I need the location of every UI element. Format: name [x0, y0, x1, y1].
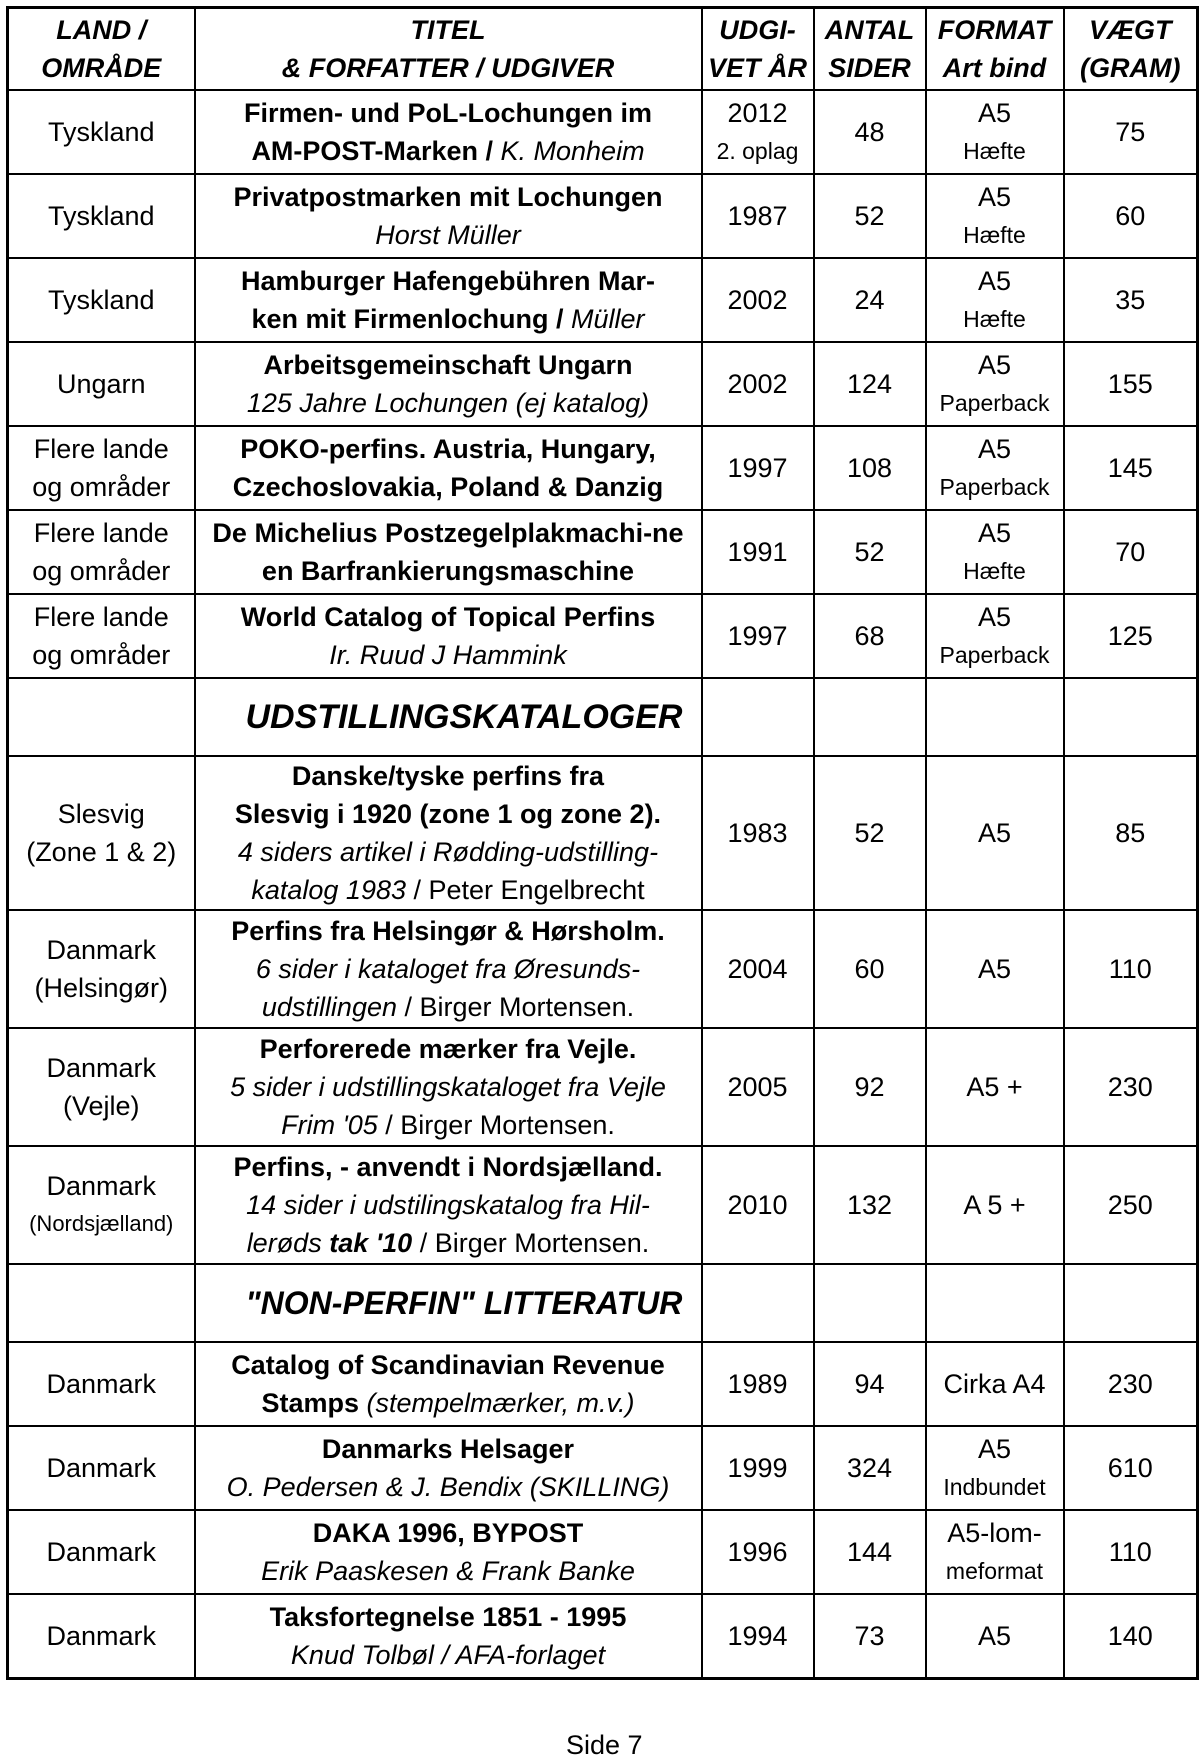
table-row: [8, 1146, 1198, 1264]
header-pages: ANTAL SIDER: [814, 8, 926, 91]
cell-pages: 52: [814, 510, 926, 594]
section-blank: [814, 678, 926, 756]
cell-format: A5 Indbundet: [926, 1426, 1064, 1510]
table-row: [8, 1028, 1198, 1146]
table-row: [8, 910, 1198, 1028]
table-row: [8, 1594, 1198, 1679]
cell-pages: 324: [814, 1426, 926, 1510]
cell-year: 1997: [702, 594, 814, 678]
cell-pages: 108: [814, 426, 926, 510]
cell-pages: 132: [814, 1146, 926, 1264]
cell-year: 2002: [702, 258, 814, 342]
section-row: [8, 678, 1198, 756]
cell-weight: 125: [1064, 594, 1198, 678]
cell-title: Firmen- und PoL-Lochungen im AM-POST-Marken / K. Monheim: [195, 90, 702, 174]
section-heading-non-perfin: "NON-PERFIN" LITTERATUR: [195, 1264, 702, 1342]
cell-pages: 94: [814, 1342, 926, 1426]
cell-land: Slesvig (Zone 1 & 2): [8, 756, 195, 910]
cell-title: Perfins fra Helsingør & Hørsholm. 6 sider i kataloget fra Øresunds- udstillingen / Birger Mortensen.: [195, 910, 702, 1028]
section-blank: [926, 678, 1064, 756]
cell-land: Danmark: [8, 1426, 195, 1510]
cell-pages: 48: [814, 90, 926, 174]
cell-weight: 610: [1064, 1426, 1198, 1510]
cell-pages: 52: [814, 174, 926, 258]
cell-land: Ungarn: [8, 342, 195, 426]
cell-year: 1989: [702, 1342, 814, 1426]
cell-title: Arbeitsgemeinschaft Ungarn 125 Jahre Lochungen (ej katalog): [195, 342, 702, 426]
section-blank: [702, 1264, 814, 1342]
cell-title: Perfins, - anvendt i Nordsjælland. 14 sider i udstilingskatalog fra Hil- lerøds tak '10 / Birger Mortensen.: [195, 1146, 702, 1264]
cell-weight: 230: [1064, 1342, 1198, 1426]
cell-title: Perforerede mærker fra Vejle. 5 sider i udstillingskataloget fra Vejle Frim '05 / Birger Mortensen.: [195, 1028, 702, 1146]
cell-year: 1997: [702, 426, 814, 510]
cell-year: 2012 2. oplag: [702, 90, 814, 174]
cell-weight: 70: [1064, 510, 1198, 594]
cell-year: 1999: [702, 1426, 814, 1510]
cell-title: World Catalog of Topical Perfins Ir. Ruud J Hammink: [195, 594, 702, 678]
cell-format: A5 +: [926, 1028, 1064, 1146]
document-page: [6, 6, 1196, 1680]
section-blank: [1064, 678, 1198, 756]
cell-format: A5: [926, 756, 1064, 910]
cell-year: 1983: [702, 756, 814, 910]
cell-year: 2005: [702, 1028, 814, 1146]
cell-format: A5 Hæfte: [926, 510, 1064, 594]
cell-year: 2010: [702, 1146, 814, 1264]
table-row: [8, 1510, 1198, 1594]
header-weight: VÆGT (GRAM): [1064, 8, 1198, 91]
cell-weight: 110: [1064, 1510, 1198, 1594]
table-row: [8, 90, 1198, 174]
page-number: Side 7: [566, 1730, 643, 1760]
cell-weight: 75: [1064, 90, 1198, 174]
cell-format: A5 Paperback: [926, 342, 1064, 426]
cell-format: A5 Paperback: [926, 426, 1064, 510]
cell-weight: 230: [1064, 1028, 1198, 1146]
cell-format: A5 Paperback: [926, 594, 1064, 678]
cell-title: Catalog of Scandinavian Revenue Stamps (stempelmærker, m.v.): [195, 1342, 702, 1426]
cell-title: Danske/tyske perfins fra Slesvig i 1920 (zone 1 og zone 2). 4 siders artikel i Rødding-udstilling- katalog 1983 / Peter Engelbrecht: [195, 756, 702, 910]
cell-title: De Michelius Postzegelplakmachi-ne en Barfrankierungsmaschine: [195, 510, 702, 594]
table-row: [8, 258, 1198, 342]
header-land: LAND / OMRÅDE: [8, 8, 195, 91]
cell-land: Danmark (Helsingør): [8, 910, 195, 1028]
table-row: [8, 426, 1198, 510]
cell-weight: 85: [1064, 756, 1198, 910]
cell-weight: 155: [1064, 342, 1198, 426]
header-format: FORMAT Art bind: [926, 8, 1064, 91]
cell-year: 1996: [702, 1510, 814, 1594]
cell-title: DAKA 1996, BYPOST Erik Paaskesen & Frank Banke: [195, 1510, 702, 1594]
cell-land: Danmark: [8, 1510, 195, 1594]
table-row: [8, 594, 1198, 678]
cell-pages: 73: [814, 1594, 926, 1679]
cell-pages: 24: [814, 258, 926, 342]
section-blank: [814, 1264, 926, 1342]
literature-table: [6, 6, 1199, 1680]
cell-weight: 35: [1064, 258, 1198, 342]
header-row: [8, 8, 1198, 91]
cell-title: POKO-perfins. Austria, Hungary, Czechoslovakia, Poland & Danzig: [195, 426, 702, 510]
cell-pages: 124: [814, 342, 926, 426]
cell-land: Danmark (Nordsjælland): [8, 1146, 195, 1264]
cell-pages: 68: [814, 594, 926, 678]
cell-pages: 60: [814, 910, 926, 1028]
cell-land: Danmark (Vejle): [8, 1028, 195, 1146]
cell-title: Hamburger Hafengebühren Mar- ken mit Firmenlochung / Müller: [195, 258, 702, 342]
cell-pages: 52: [814, 756, 926, 910]
cell-land: Danmark: [8, 1594, 195, 1679]
cell-year: 1987: [702, 174, 814, 258]
cell-weight: 145: [1064, 426, 1198, 510]
section-blank: [926, 1264, 1064, 1342]
cell-title: Danmarks Helsager O. Pedersen & J. Bendix (SKILLING): [195, 1426, 702, 1510]
cell-format: A 5 +: [926, 1146, 1064, 1264]
cell-weight: 140: [1064, 1594, 1198, 1679]
section-blank: [1064, 1264, 1198, 1342]
cell-format: Cirka A4: [926, 1342, 1064, 1426]
cell-weight: 250: [1064, 1146, 1198, 1264]
cell-land: Tyskland: [8, 258, 195, 342]
cell-year: 2002: [702, 342, 814, 426]
cell-pages: 92: [814, 1028, 926, 1146]
section-blank: [702, 678, 814, 756]
header-title: TITEL & FORFATTER / UDGIVER: [195, 8, 702, 91]
table-row: [8, 510, 1198, 594]
cell-format: A5 Hæfte: [926, 90, 1064, 174]
table-row: [8, 174, 1198, 258]
cell-format: A5 Hæfte: [926, 258, 1064, 342]
cell-land: Flere lande og områder: [8, 510, 195, 594]
header-year: UDGI- VET ÅR: [702, 8, 814, 91]
cell-pages: 144: [814, 1510, 926, 1594]
cell-format: A5: [926, 1594, 1064, 1679]
table-row: [8, 342, 1198, 426]
cell-format: A5-lom- meformat: [926, 1510, 1064, 1594]
cell-land: Tyskland: [8, 174, 195, 258]
section-row: [8, 1264, 1198, 1342]
cell-weight: 60: [1064, 174, 1198, 258]
cell-land: Flere lande og områder: [8, 426, 195, 510]
cell-year: 1991: [702, 510, 814, 594]
cell-year: 2004: [702, 910, 814, 1028]
cell-weight: 110: [1064, 910, 1198, 1028]
table-row: [8, 756, 1198, 910]
section-heading-exhibition: UDSTILLINGSKATALOGER: [195, 678, 702, 756]
section-blank: [8, 678, 195, 756]
cell-format: A5: [926, 910, 1064, 1028]
cell-title: Privatpostmarken mit Lochungen Horst Müller: [195, 174, 702, 258]
cell-land: Flere lande og områder: [8, 594, 195, 678]
table-row: [8, 1426, 1198, 1510]
table-row: [8, 1342, 1198, 1426]
cell-format: A5 Hæfte: [926, 174, 1064, 258]
section-blank: [8, 1264, 195, 1342]
cell-year: 1994: [702, 1594, 814, 1679]
cell-title: Taksfortegnelse 1851 - 1995 Knud Tolbøl / AFA-forlaget: [195, 1594, 702, 1679]
cell-land: Danmark: [8, 1342, 195, 1426]
cell-land: Tyskland: [8, 90, 195, 174]
